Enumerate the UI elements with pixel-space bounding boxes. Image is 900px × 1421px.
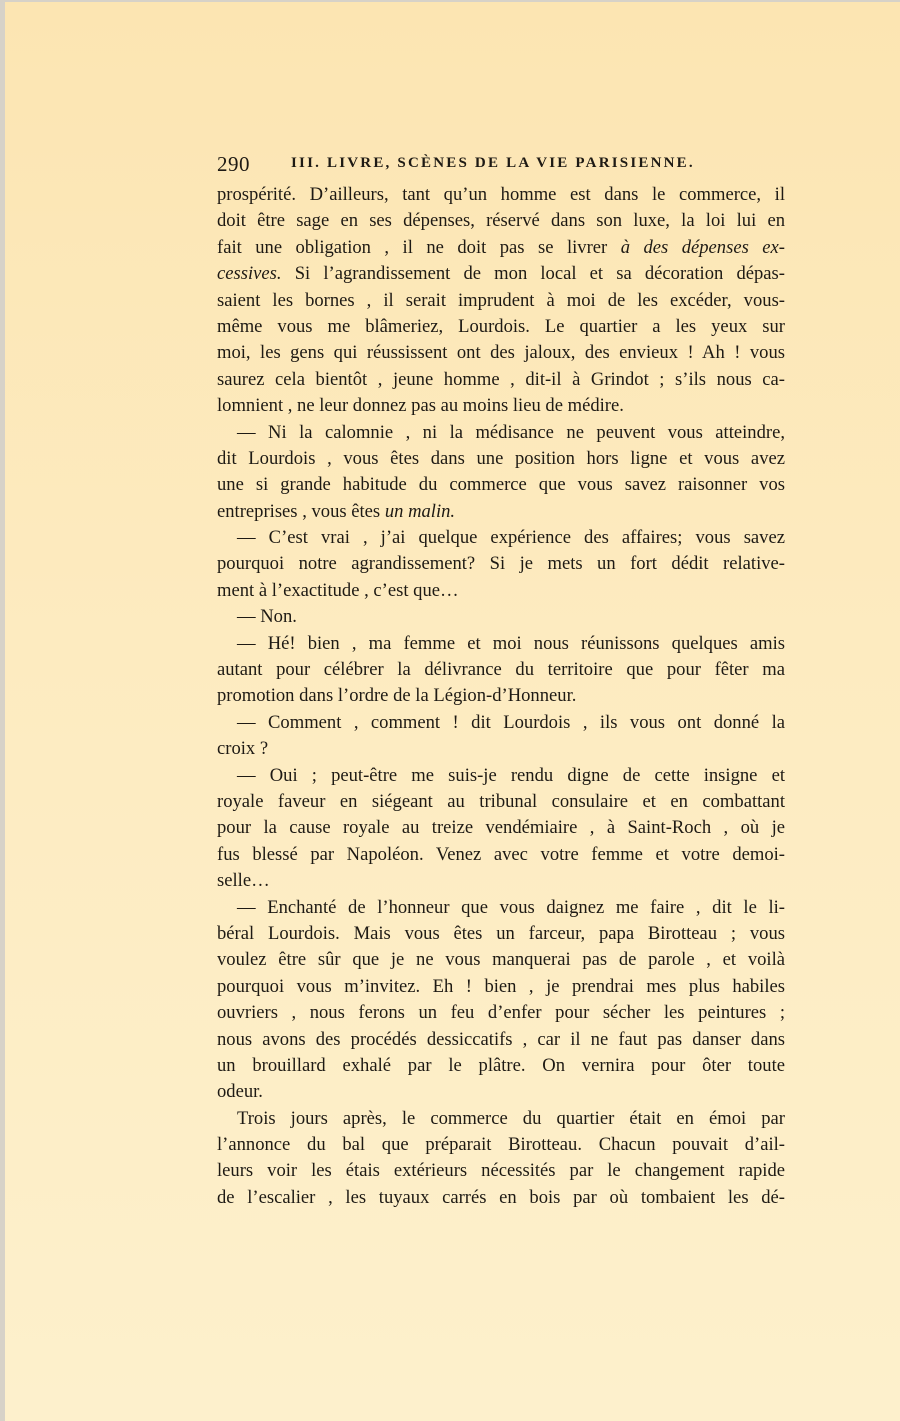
text-line xyxy=(217,551,785,577)
text-run: — Hé! bien , ma femme et moi nous réunissons quelques amis xyxy=(237,632,785,654)
text-run: doit être sage en ses dépenses, réservé dans son luxe, la loi lui en xyxy=(217,210,785,232)
text-line xyxy=(217,921,785,947)
body-text xyxy=(217,182,785,1211)
text-run: saient les bornes , il serait imprudent à moi de les excéder, vous- xyxy=(217,289,785,311)
text-line xyxy=(217,420,785,446)
text-line xyxy=(217,736,785,762)
text-run: royale faveur en siégeant au tribunal consulaire et en combattant xyxy=(217,790,785,812)
text-line xyxy=(217,288,785,314)
text-run: — Oui ; peut-être me suis-je rendu digne de cette insigne et xyxy=(237,764,785,786)
text-line xyxy=(217,815,785,841)
text-run: promotion dans l’ordre de la Légion-d’Honneur. xyxy=(217,685,577,707)
text-line xyxy=(217,1106,785,1132)
text-line xyxy=(217,1053,785,1079)
text-line xyxy=(217,472,785,498)
text-line xyxy=(217,631,785,657)
text-run: prospérité. D’ailleurs, tant qu’un homme est dans le commerce, il xyxy=(217,184,785,205)
text-run: l’annonce du bal que préparait Birotteau. Chacun pouvait d’ail- xyxy=(217,1134,785,1156)
text-run: même vous me blâmeriez, Lourdois. Le quartier a les yeux sur xyxy=(217,315,785,337)
text-run: autant pour célébrer la délivrance du territoire que pour fêter ma xyxy=(217,659,785,681)
text-run: — Ni la calomnie , ni la médisance ne peuvent vous atteindre, xyxy=(237,421,785,443)
italic-text: à des dépenses ex- xyxy=(620,236,785,258)
text-run: — Comment , comment ! dit Lourdois , ils vous ont donné la xyxy=(237,711,785,733)
text-line xyxy=(217,446,785,472)
text-run: un brouillard exhalé par le plâtre. On vernira pour ôter toute xyxy=(217,1054,785,1076)
text-line xyxy=(217,314,785,340)
text-line xyxy=(217,261,785,287)
text-run: ouvriers , nous ferons un feu d’enfer pour sécher les peintures ; xyxy=(217,1002,785,1024)
running-head-title: III. LIVRE, SCÈNES DE LA VIE PARISIENNE. xyxy=(291,155,695,171)
text-line xyxy=(217,789,785,815)
text-line xyxy=(217,235,785,261)
text-line xyxy=(217,367,785,393)
text-run: leurs voir les étais extérieurs nécessités par le changement rapide xyxy=(217,1160,785,1182)
text-run: pourquoi notre agrandissement? Si je mets un fort dédit relative- xyxy=(217,553,785,575)
text-run: ment à l’exactitude , c’est que… xyxy=(217,579,459,601)
text-line xyxy=(217,182,785,208)
text-line xyxy=(217,1079,785,1105)
text-run: Trois jours après, le commerce du quartier était en émoi par xyxy=(237,1107,785,1129)
italic-text: cessives. xyxy=(217,263,282,285)
text-line xyxy=(217,683,785,709)
text-line xyxy=(217,604,785,630)
text-run: entreprises , vous êtes xyxy=(217,500,385,522)
text-run: croix ? xyxy=(217,738,269,760)
text-run: nous avons des procédés dessiccatifs , car il ne faut pas danser dans xyxy=(217,1028,785,1050)
text-line xyxy=(217,763,785,789)
text-run: moi, les gens qui réussissent ont des jaloux, des envieux ! Ah ! vous xyxy=(217,342,785,364)
text-run: dit Lourdois , vous êtes dans une position hors ligne et vous avez xyxy=(217,447,785,469)
text-run: — Non. xyxy=(237,606,297,628)
text-line xyxy=(217,1027,785,1053)
text-run: lomnient , ne leur donnez pas au moins lieu de médire. xyxy=(217,395,624,417)
text-run: béral Lourdois. Mais vous êtes un farceur, papa Birotteau ; vous xyxy=(217,922,785,944)
text-run: une si grande habitude du commerce que vous savez raisonner vos xyxy=(217,474,785,496)
text-run: selle… xyxy=(217,870,270,892)
text-line xyxy=(217,1158,785,1184)
text-line xyxy=(217,208,785,234)
text-line xyxy=(217,1000,785,1026)
page-number: 290 xyxy=(217,152,250,176)
text-line xyxy=(217,842,785,868)
text-run: pour la cause royale au treize vendémiaire , à Saint-Roch , où je xyxy=(217,817,785,839)
text-line xyxy=(217,499,785,525)
text-line xyxy=(217,657,785,683)
text-line xyxy=(217,578,785,604)
text-line xyxy=(217,340,785,366)
text-line xyxy=(217,393,785,419)
italic-text: un malin. xyxy=(384,500,456,522)
text-run: — C’est vrai , j’ai quelque expérience des affaires; vous savez xyxy=(237,527,785,549)
text-run: voulez être sûr que je ne vous manquerai pas de parole , et voilà xyxy=(217,949,785,971)
text-run: fait une obligation , il ne doit pas se livrer xyxy=(217,236,621,258)
text-run: saurez cela bientôt , jeune homme , dit-il à Grindot ; s’ils nous ca- xyxy=(217,368,785,390)
text-line xyxy=(217,895,785,921)
text-line xyxy=(217,710,785,736)
text-run: — Enchanté de l’honneur que vous daignez me faire , dit le li- xyxy=(237,896,785,918)
text-run: de l’escalier , les tuyaux carrés en bois par où tombaient les dé- xyxy=(217,1186,785,1208)
text-line xyxy=(217,1132,785,1158)
text-line xyxy=(217,525,785,551)
text-line xyxy=(217,1185,785,1211)
running-head xyxy=(217,152,787,176)
text-line xyxy=(217,868,785,894)
text-run: Si l’agrandissement de mon local et sa décoration dépas- xyxy=(281,263,785,285)
text-run: fus blessé par Napoléon. Venez avec votre femme et votre demoi- xyxy=(217,843,785,865)
text-line xyxy=(217,974,785,1000)
text-run: pourquoi vous m’invitez. Eh ! bien , je prendrai mes plus habiles xyxy=(217,975,785,997)
text-run: odeur. xyxy=(217,1081,263,1103)
text-line xyxy=(217,947,785,973)
